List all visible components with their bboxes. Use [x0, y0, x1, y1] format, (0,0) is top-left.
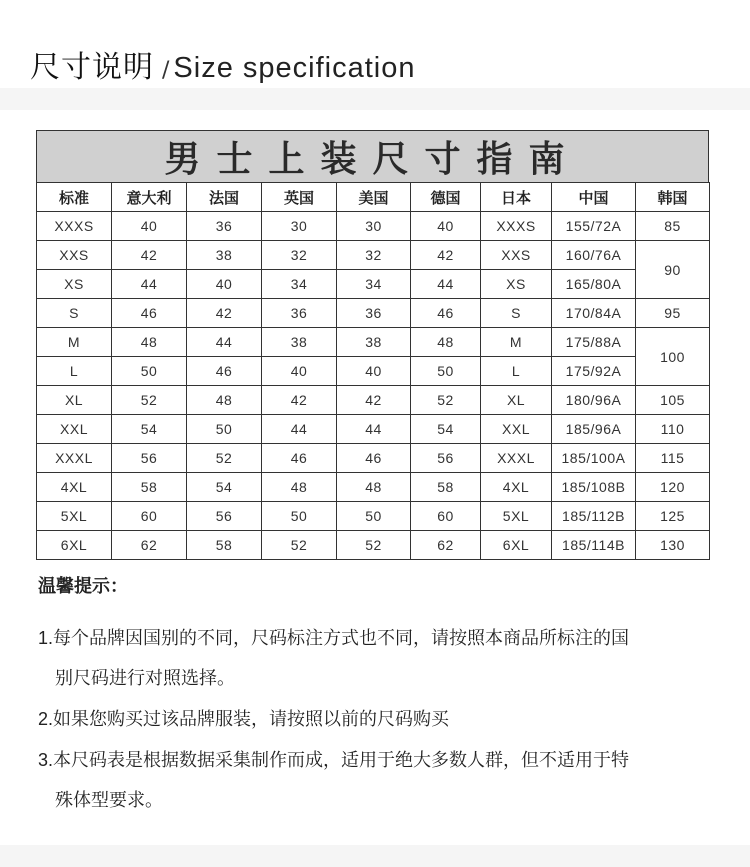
table-row	[37, 415, 710, 444]
table-cell: 48	[262, 473, 337, 502]
header	[0, 0, 750, 88]
table-cell: 54	[112, 415, 187, 444]
tips-title: 温馨提示：	[38, 576, 128, 597]
tip-continuation: 别尺码进行对照选择。	[55, 668, 235, 689]
bottom-band	[0, 845, 750, 867]
table-cell: 34	[337, 270, 411, 299]
table-cell: 5XL	[37, 502, 112, 531]
table-cell: 32	[262, 241, 337, 270]
table-cell: 165/80A	[552, 270, 636, 299]
table-cell: 36	[187, 212, 262, 241]
tip-item	[38, 699, 718, 740]
table-cell: XS	[37, 270, 112, 299]
title-chinese: 尺寸说明	[30, 50, 154, 85]
table-cell: 46	[187, 357, 262, 386]
table-cell: 4XL	[481, 473, 552, 502]
table-cell-korea: 110	[636, 415, 710, 444]
table-cell: 44	[262, 415, 337, 444]
table-cell: 44	[187, 328, 262, 357]
column-header: 日本	[481, 183, 552, 212]
table-row	[37, 531, 710, 560]
table-cell-korea: 120	[636, 473, 710, 502]
table-cell: 36	[337, 299, 411, 328]
tip-text: 每个品牌因国别的不同，尺码标注方式也不同，请按照本商品所标注的国	[53, 628, 630, 649]
table-cell-korea: 95	[636, 299, 710, 328]
column-header: 标准	[37, 183, 112, 212]
tips-section	[38, 572, 718, 821]
table-cell: 185/108B	[552, 473, 636, 502]
title-separator: /	[162, 58, 170, 83]
table-cell: XXXL	[37, 444, 112, 473]
tip-number: 3.	[38, 750, 54, 770]
table-cell: 46	[337, 444, 411, 473]
table-cell: 170/84A	[552, 299, 636, 328]
tip-number: 1.	[38, 628, 54, 648]
table-cell: 60	[112, 502, 187, 531]
table-cell: 38	[262, 328, 337, 357]
table-cell: 52	[411, 386, 481, 415]
table-cell-korea: 100	[636, 328, 710, 386]
column-header: 意大利	[112, 183, 187, 212]
table-cell: 56	[112, 444, 187, 473]
tip-number: 2.	[38, 709, 54, 729]
table-row	[37, 328, 710, 357]
table-cell: 46	[262, 444, 337, 473]
table-cell: XXXS	[37, 212, 112, 241]
table-cell: 38	[187, 241, 262, 270]
table-cell: 46	[112, 299, 187, 328]
table-cell: 40	[112, 212, 187, 241]
tip-text: 本尺码表是根据数据采集制作而成，适用于绝大多数人群，但不适用于特	[53, 750, 630, 771]
table-cell: XXXS	[481, 212, 552, 241]
table-cell: M	[481, 328, 552, 357]
table-cell: 44	[112, 270, 187, 299]
page-title	[30, 42, 415, 86]
table-cell-korea: 125	[636, 502, 710, 531]
divider-band	[0, 88, 750, 110]
table-cell: XXL	[37, 415, 112, 444]
table-cell: 4XL	[37, 473, 112, 502]
table-cell-korea: 115	[636, 444, 710, 473]
table-cell-korea: 90	[636, 241, 710, 299]
table-cell: 40	[187, 270, 262, 299]
table-cell: 5XL	[481, 502, 552, 531]
column-header: 法国	[187, 183, 262, 212]
table-cell: 185/114B	[552, 531, 636, 560]
tip-continuation: 殊体型要求。	[55, 790, 163, 811]
table-cell: 58	[112, 473, 187, 502]
table-row	[37, 299, 710, 328]
table-cell: 30	[262, 212, 337, 241]
table-cell: XL	[37, 386, 112, 415]
table-row	[37, 357, 710, 386]
table-cell: XXS	[37, 241, 112, 270]
table-cell: 50	[112, 357, 187, 386]
table-row	[37, 386, 710, 415]
table-row	[37, 270, 710, 299]
table-cell: 48	[187, 386, 262, 415]
table-cell: 42	[411, 241, 481, 270]
table-cell-korea: 85	[636, 212, 710, 241]
tip-text: 如果您购买过该品牌服装，请按照以前的尺码购买	[53, 709, 450, 730]
table-header-row	[37, 183, 710, 212]
table-cell-korea: 130	[636, 531, 710, 560]
table-cell: 42	[112, 241, 187, 270]
table-cell: 58	[187, 531, 262, 560]
table-row	[37, 444, 710, 473]
table-cell: 54	[187, 473, 262, 502]
table-cell: 44	[337, 415, 411, 444]
table-cell: 185/112B	[552, 502, 636, 531]
table-cell: 50	[337, 502, 411, 531]
table-cell: M	[37, 328, 112, 357]
tip-item	[38, 618, 718, 659]
table-cell: 185/96A	[552, 415, 636, 444]
table-cell: 40	[262, 357, 337, 386]
column-header: 中国	[552, 183, 636, 212]
table-cell: 30	[337, 212, 411, 241]
size-table	[36, 182, 710, 560]
table-cell: 54	[411, 415, 481, 444]
tip-item	[38, 740, 718, 781]
table-row	[37, 241, 710, 270]
table-cell: 155/72A	[552, 212, 636, 241]
table-cell: 48	[112, 328, 187, 357]
table-row	[37, 473, 710, 502]
table-cell: 52	[187, 444, 262, 473]
table-cell: 42	[187, 299, 262, 328]
column-header: 美国	[337, 183, 411, 212]
table-cell: 50	[187, 415, 262, 444]
table-cell: 175/92A	[552, 357, 636, 386]
column-header: 韩国	[636, 183, 710, 212]
table-cell: 60	[411, 502, 481, 531]
table-cell: XXXL	[481, 444, 552, 473]
table-cell: 40	[411, 212, 481, 241]
table-cell: 32	[337, 241, 411, 270]
table-row	[37, 212, 710, 241]
table-cell: 34	[262, 270, 337, 299]
table-cell: 56	[411, 444, 481, 473]
table-cell: 185/100A	[552, 444, 636, 473]
table-cell: 44	[411, 270, 481, 299]
table-cell: 52	[262, 531, 337, 560]
table-cell: 52	[112, 386, 187, 415]
table-cell: 50	[262, 502, 337, 531]
table-cell: 40	[337, 357, 411, 386]
table-cell: 160/76A	[552, 241, 636, 270]
table-cell: 36	[262, 299, 337, 328]
title-english: Size specification	[173, 52, 416, 84]
table-cell: XL	[481, 386, 552, 415]
table-cell: 56	[187, 502, 262, 531]
table-cell: XXL	[481, 415, 552, 444]
table-cell: 50	[411, 357, 481, 386]
column-header: 英国	[262, 183, 337, 212]
table-cell: L	[481, 357, 552, 386]
size-table-body	[37, 212, 710, 560]
table-cell: S	[37, 299, 112, 328]
table-row	[37, 502, 710, 531]
table-cell: 62	[411, 531, 481, 560]
column-header: 德国	[411, 183, 481, 212]
table-cell: 38	[337, 328, 411, 357]
table-cell: 48	[337, 473, 411, 502]
table-cell: 62	[112, 531, 187, 560]
size-table-container	[36, 130, 709, 560]
table-cell: 180/96A	[552, 386, 636, 415]
table-cell: 42	[262, 386, 337, 415]
table-cell: 58	[411, 473, 481, 502]
table-cell: 6XL	[37, 531, 112, 560]
table-cell: 46	[411, 299, 481, 328]
table-cell: 52	[337, 531, 411, 560]
table-cell: 42	[337, 386, 411, 415]
table-cell: XS	[481, 270, 552, 299]
table-cell-korea: 105	[636, 386, 710, 415]
size-table-title: 男士上装尺寸指南	[36, 130, 709, 182]
table-cell: L	[37, 357, 112, 386]
table-cell: 175/88A	[552, 328, 636, 357]
table-cell: 6XL	[481, 531, 552, 560]
table-cell: XXS	[481, 241, 552, 270]
table-cell: 48	[411, 328, 481, 357]
table-cell: S	[481, 299, 552, 328]
